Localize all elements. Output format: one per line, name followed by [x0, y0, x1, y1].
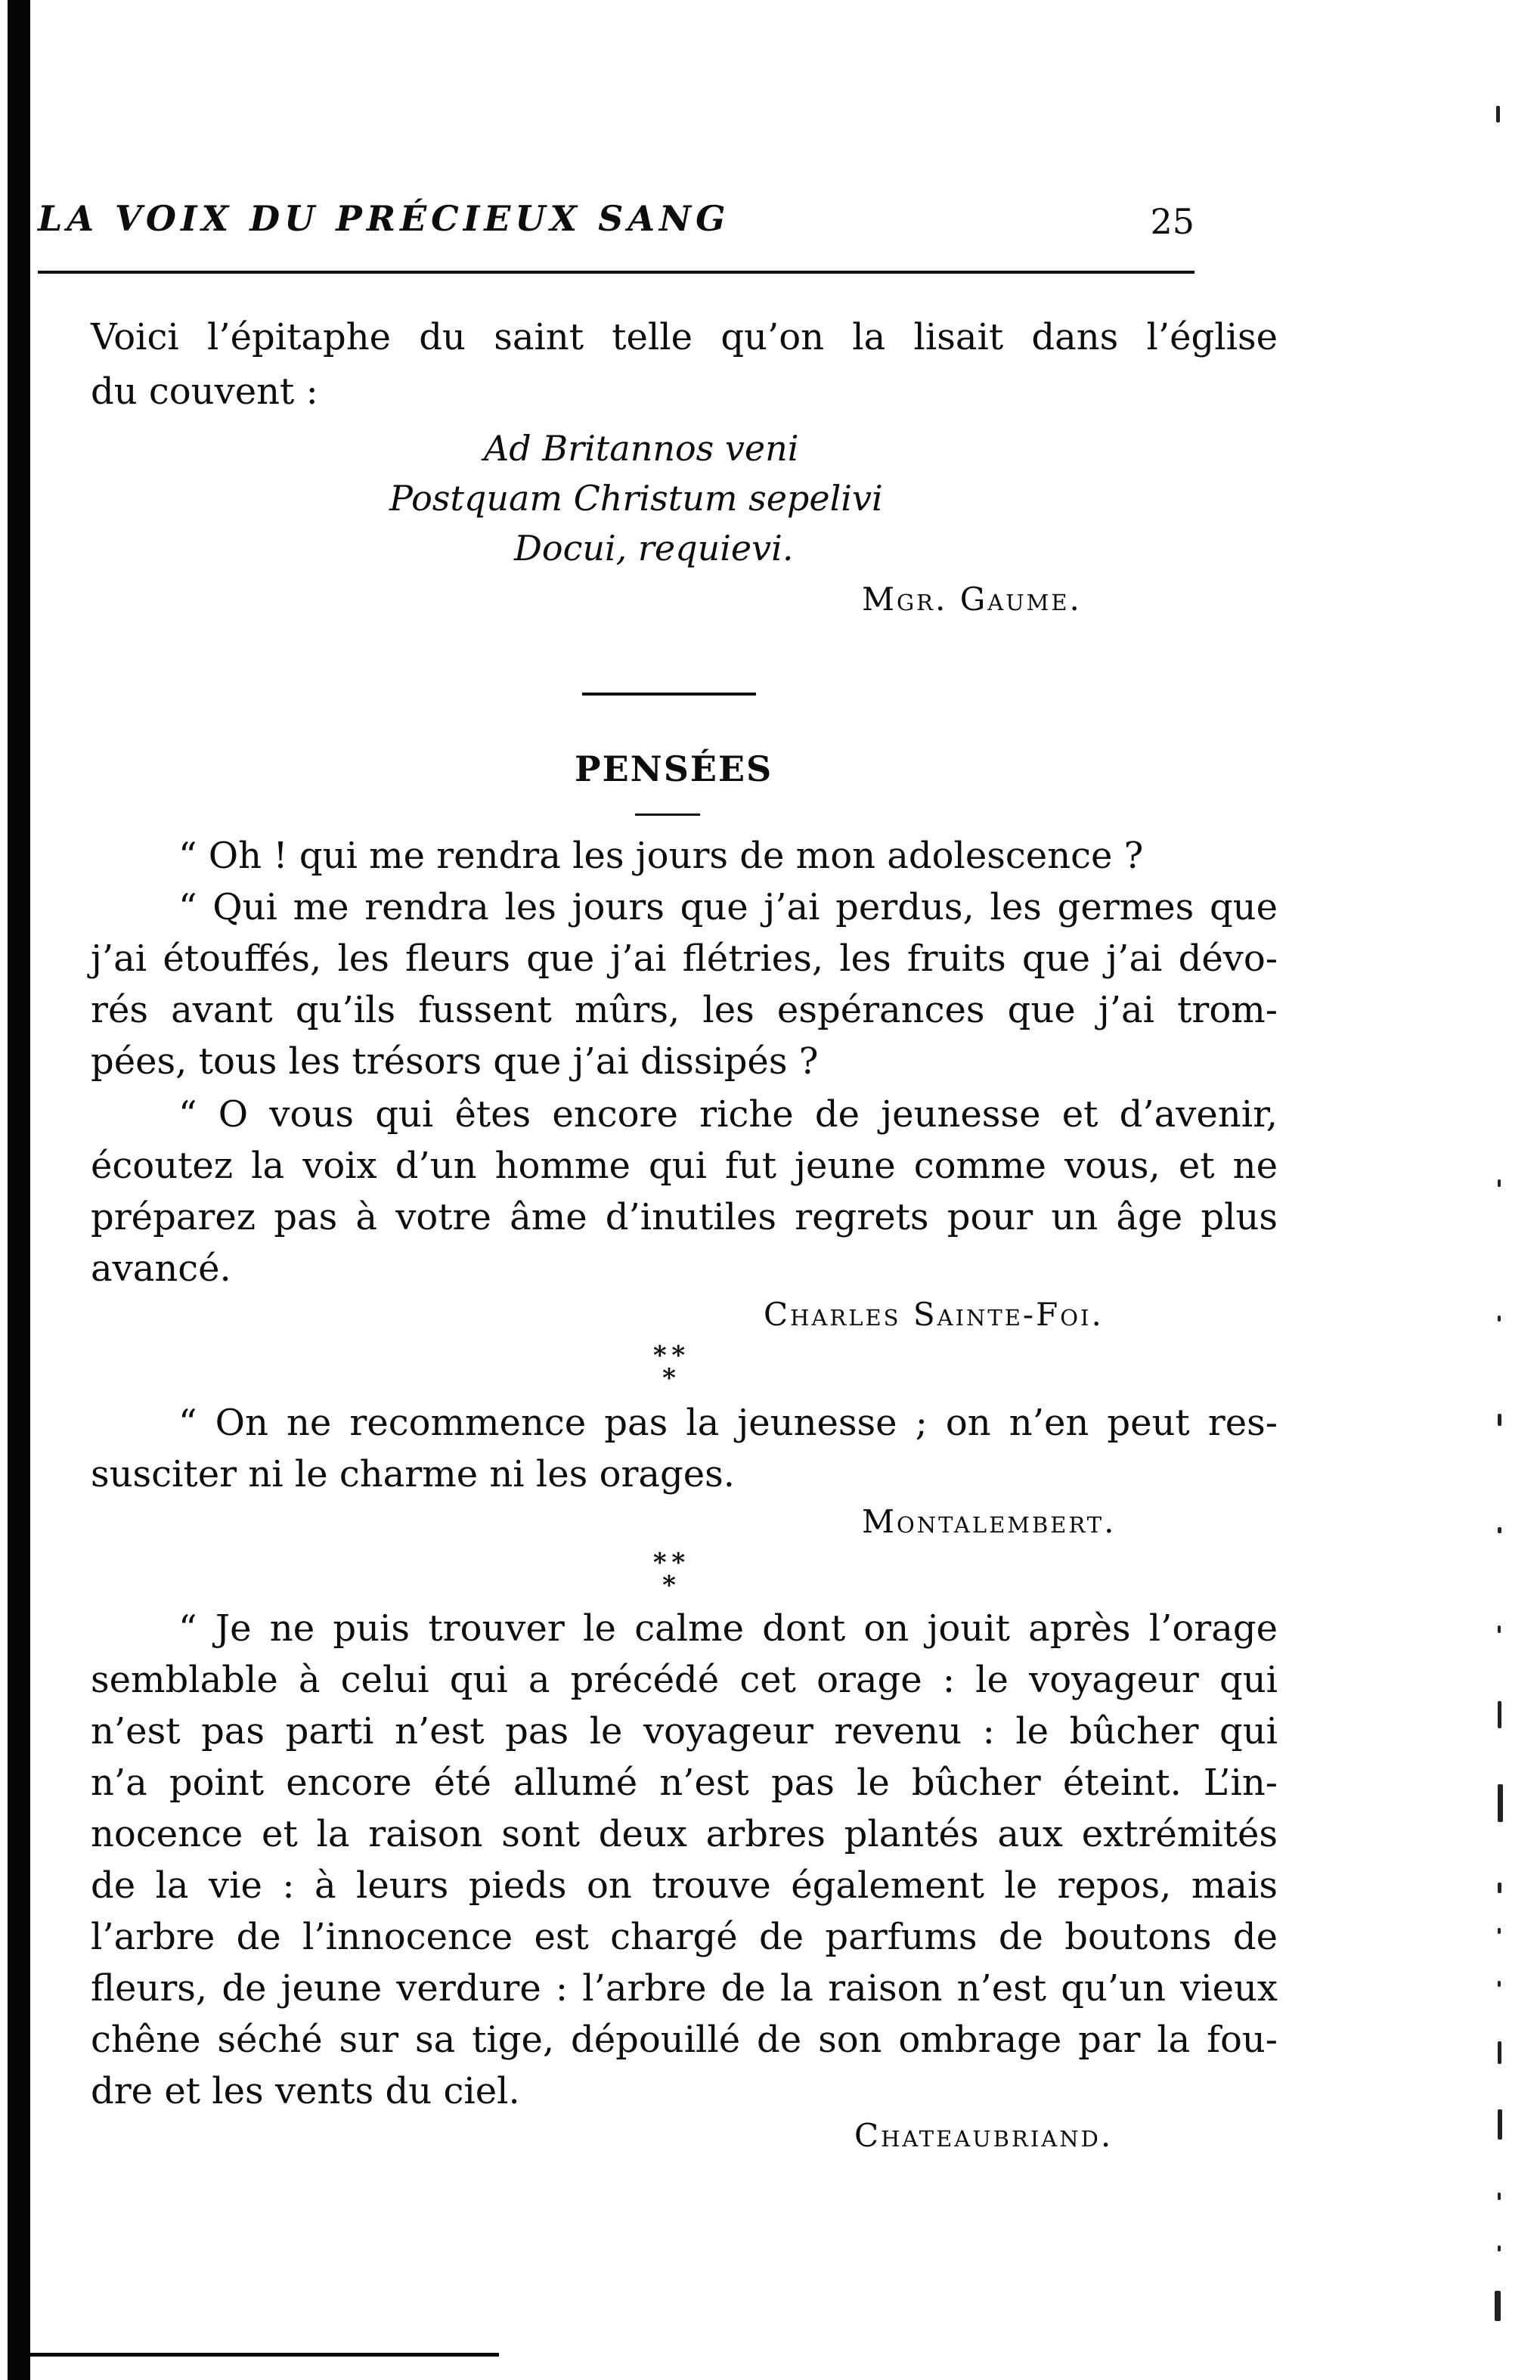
quote-line: “ Qui me rendra les jours que j’ai perdus, les germes que — [178, 886, 1278, 928]
quote-line: nocence et la raison sont deux arbres plantés aux extrémités — [91, 1813, 1278, 1855]
intro-line: Voici l’épitaphe du saint telle qu’on la lisait dans l’église — [91, 316, 1278, 358]
intro-line: du couvent : — [91, 370, 318, 413]
epitaph-signature: Mgr. Gaume. — [862, 581, 1082, 618]
page-header — [38, 198, 1195, 243]
quote-line: n’a point encore été allumé n’est pas le bûcher éteint. L’in- — [91, 1762, 1278, 1804]
epitaph-line: Postquam Christum sepelivi — [389, 478, 883, 519]
quote-line: “ O vous qui êtes encore riche de jeunesse et d’avenir, — [178, 1093, 1278, 1136]
page-binding-edge — [8, 0, 30, 2380]
bottom-rule — [30, 2353, 499, 2357]
quote-line: avancé. — [91, 1247, 231, 1290]
quote-line: chêne séché sur sa tige, dépouillé de son ombrage par la fou- — [91, 2019, 1278, 2061]
quote-line: “ Oh ! qui me rendra les jours de mon adolescence ? — [178, 835, 1144, 877]
asterism: * * * — [652, 1548, 686, 1601]
page-number: 25 — [1150, 201, 1195, 242]
asterism: * * * — [652, 1340, 686, 1393]
quote-line: de la vie : à leurs pieds on trouve également le repos, mais — [91, 1864, 1278, 1907]
quote-line: dre et les vents du ciel. — [91, 2070, 520, 2112]
quote-author: Chateaubriand. — [854, 2117, 1114, 2154]
quote-line: “ Je ne puis trouver le calme dont on jouit après l’orage — [178, 1607, 1278, 1650]
quote-line: “ On ne recommence pas la jeunesse ; on n’en peut res- — [178, 1402, 1278, 1444]
quote-line: rés avant qu’ils fussent mûrs, les espérances que j’ai trom- — [91, 989, 1278, 1031]
quote-line: semblable à celui qui a précédé cet orage : le voyageur qui — [91, 1659, 1278, 1701]
section-heading: PENSÉES — [575, 748, 773, 789]
quote-line: n’est pas parti n’est pas le voyageur revenu : le bûcher qui — [91, 1710, 1278, 1752]
quote-author: Montalembert. — [862, 1503, 1117, 1540]
margin-specks — [1493, 106, 1523, 2298]
section-divider — [582, 693, 756, 696]
quote-line: fleurs, de jeune verdure : l’arbre de la raison n’est qu’un vieux — [91, 1967, 1278, 2010]
quote-line: préparez pas à votre âme d’inutiles regrets pour un âge plus — [91, 1196, 1278, 1238]
quote-line: écoutez la voix d’un homme qui fut jeune comme vous, et ne — [91, 1145, 1278, 1187]
quote-author: Charles Sainte-Foi. — [764, 1296, 1104, 1333]
epitaph-line: Ad Britannos veni — [484, 428, 799, 469]
running-head: LA VOIX DU PRÉCIEUX SANG — [38, 198, 730, 239]
quote-line: susciter ni le charme ni les orages. — [91, 1453, 736, 1495]
header-rule — [38, 271, 1195, 274]
quote-line: pées, tous les trésors que j’ai dissipés ? — [91, 1040, 819, 1083]
quote-line: l’arbre de l’innocence est chargé de parfums de boutons de — [91, 1916, 1278, 1958]
epitaph-line: Docui, requievi. — [514, 528, 794, 569]
heading-underline — [635, 813, 700, 816]
quote-line: j’ai étouffés, les fleurs que j’ai flétries, les fruits que j’ai dévo- — [91, 937, 1278, 980]
